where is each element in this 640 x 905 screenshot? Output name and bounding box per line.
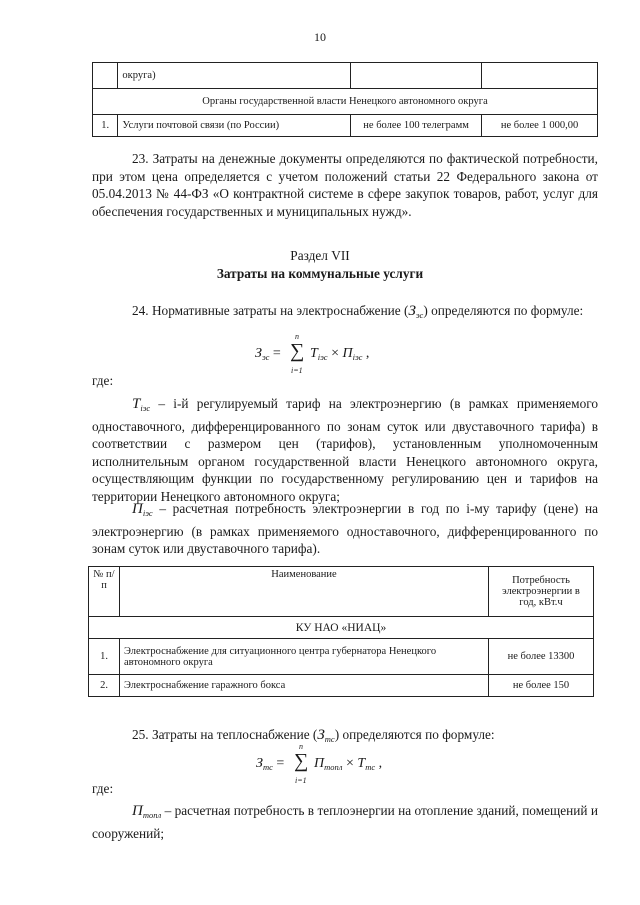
formula1-eq: = bbox=[272, 346, 281, 361]
where-label-2: где: bbox=[92, 781, 114, 796]
def-t-text: – i-й регулируемый тариф на электроэнергию (в рамках применяемого одноставочного, дифференцированного по зонам суток или двуставочного тарифа) в соответствии с размером цен (тарифов), установленным уполномоченным исполнительным органом государственной власти Ненецкого автономного округа, осуществляющим функции по государственному регулированию цен и тарифов на территории Ненецкого автономного округа; bbox=[92, 396, 598, 504]
def-t-symbol: Т bbox=[132, 396, 141, 412]
formula1-p: П bbox=[342, 346, 353, 361]
formula1-t: Т bbox=[310, 346, 318, 361]
formula-electricity bbox=[255, 332, 415, 376]
table-cell: Услуги почтовой связи (по России) bbox=[118, 115, 351, 137]
table-cell: 2. bbox=[89, 675, 120, 697]
def-t-symbol-sub: iэс bbox=[140, 403, 151, 413]
table-cell: не более 1 000,00 bbox=[482, 115, 598, 137]
formula2-p: П bbox=[314, 756, 325, 771]
table-electricity bbox=[88, 566, 594, 697]
para24-symbol: З bbox=[408, 303, 416, 319]
def-p-text: – расчетная потребность электроэнергии в год по i-му тарифу (цене) на электроэнергию (в рамках применяемого одноставочного, дифференцированного по зонам суток или двуставочного тарифа). bbox=[92, 501, 598, 556]
formula2-upper: n bbox=[299, 742, 303, 751]
para25-after: ) определяются по формуле: bbox=[334, 727, 495, 742]
table-row bbox=[89, 675, 594, 697]
table-header-need: Потребность электроэнергии в год, кВт.ч bbox=[489, 567, 594, 617]
formula2-eq: = bbox=[276, 756, 285, 771]
section-title: Затраты на коммунальные услуги bbox=[216, 266, 424, 281]
table-org-header: КУ НАО «НИАЦ» bbox=[89, 617, 594, 639]
formula1-upper: n bbox=[295, 332, 299, 341]
table-cell: не более 100 телеграмм bbox=[351, 115, 482, 137]
def-p2-symbol: П bbox=[132, 803, 143, 819]
table-cell: Электроснабжение для ситуационного центра губернатора Ненецкого автономного округа bbox=[120, 639, 489, 675]
definition-tariff bbox=[92, 395, 598, 505]
formula2-times: × bbox=[345, 756, 354, 771]
para24-after: ) определяются по формуле: bbox=[423, 303, 584, 318]
formula2-lhs: З bbox=[256, 756, 263, 771]
definition-heat-need bbox=[92, 802, 598, 842]
formula2-lhs-sub: тс bbox=[262, 762, 273, 772]
table-cell: не более 150 bbox=[489, 675, 594, 697]
formula1-lhs: З bbox=[255, 346, 262, 361]
para25-symbol-sub: тс bbox=[324, 734, 335, 744]
def-p-symbol-sub: iэс bbox=[142, 508, 153, 518]
table-cell: округа) bbox=[118, 63, 351, 89]
def-p2-text: – расчетная потребность в теплоэнергии на отопление зданий, помещений и сооружений; bbox=[92, 803, 598, 841]
para25-symbol: З bbox=[317, 727, 325, 743]
table-cell: не более 13300 bbox=[489, 639, 594, 675]
sigma-icon: ∑ bbox=[294, 750, 309, 772]
formula1-p-sub: iэс bbox=[352, 352, 363, 362]
definition-need bbox=[92, 500, 598, 558]
formula2-lower: i=1 bbox=[295, 776, 307, 785]
para25-before: 25. Затраты на теплоснабжение ( bbox=[132, 727, 318, 742]
formula1-times: × bbox=[331, 346, 339, 361]
formula2-tail: , bbox=[378, 756, 383, 771]
table-section-header: Органы государственной власти Ненецкого автономного округа bbox=[93, 89, 598, 115]
formula1-t-sub: iэс bbox=[317, 352, 328, 362]
formula2-t: Т bbox=[357, 756, 366, 771]
where-label-1: где: bbox=[92, 373, 114, 388]
def-p-symbol: П bbox=[132, 501, 143, 517]
table-header-num: № п/п bbox=[89, 567, 120, 617]
paragraph-24 bbox=[92, 302, 598, 325]
table-cell: 1. bbox=[93, 115, 118, 137]
page-number: 10 bbox=[314, 30, 326, 44]
table-cell: 1. bbox=[89, 639, 120, 675]
table-postal bbox=[92, 62, 598, 137]
formula2-p-sub: топл bbox=[324, 762, 343, 772]
sigma-icon: ∑ bbox=[290, 340, 305, 362]
table-cell: Электроснабжение гаражного бокса bbox=[120, 675, 489, 697]
section-label: Раздел VII bbox=[290, 248, 350, 263]
formula1-lhs-sub: эс bbox=[261, 352, 270, 362]
def-p2-symbol-sub: топл bbox=[142, 810, 162, 820]
table-header-name: Наименование bbox=[120, 567, 489, 617]
para24-symbol-sub: эс bbox=[415, 310, 424, 320]
paragraph-23: 23. Затраты на денежные документы определяются по фактической потребности, при этом цена определяется с учетом положений статьи 22 Федерального закона от 05.04.2013 № 44-ФЗ «О контрактной системе в сфере закупок товаров, работ, услуг для обеспечения государственных и муниципальных нужд». bbox=[92, 151, 598, 219]
formula1-lower: i=1 bbox=[291, 366, 303, 375]
table-row bbox=[89, 639, 594, 675]
para24-before: 24. Нормативные затраты на электроснабжение ( bbox=[132, 303, 409, 318]
formula2-t-sub: тс bbox=[365, 762, 376, 772]
formula1-tail: , bbox=[365, 346, 370, 361]
